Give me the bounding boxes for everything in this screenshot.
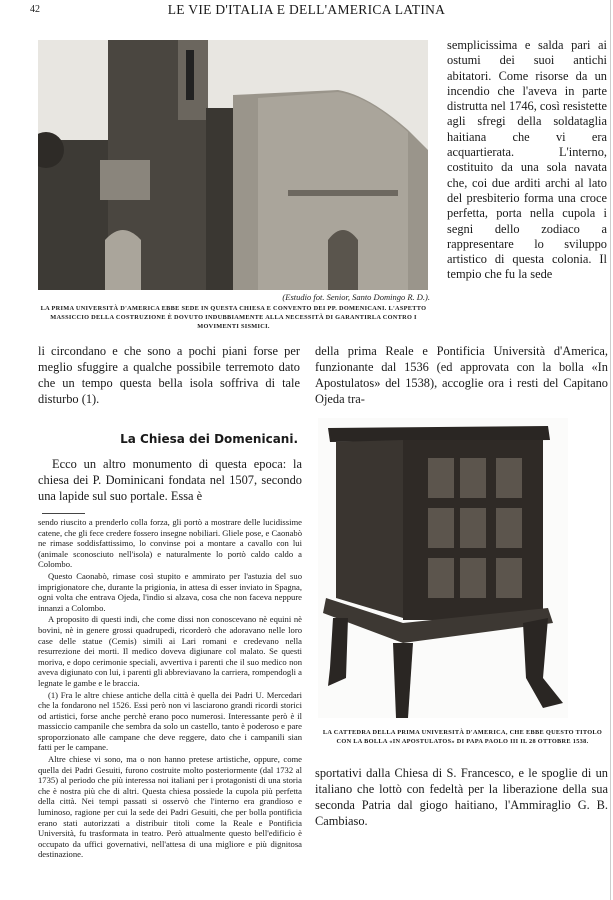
footnote-paragraph: Questo Caonabò, rimase così stupito e ammirato per l'astuzia del suo imprigionatore che, durante la prigionia, in attesa di esser inviato in Spagna, ogni volta che entrava Ojeda, l'indio si alzava, cosa che non faceva neppure innanzi a Colombo. — [38, 570, 302, 613]
cabinet-photo — [318, 418, 568, 718]
footnote-paragraph: Altre chiese vi sono, ma o non hanno pretese artistiche, oppure, come quella dei Padri Gesuiti, furono costruite molto posteriormente (dal 1732 al 1735) al periodo che più interessa noi italiani per i protagonisti di una storia che è nostra più che di altri. Questa chiesa possiede la cupola più perfetta della città. Nei tempi passati si osservò che l'interno era grandioso e luminoso, ragione per cui la sede dei Padri Gesuiti, che per bolla pontificia erano stati autorizzati a distribuir titoli come la Reale e Pontificia Università, fu trasformata in teatro. Però attualmente questo bell'edificio è occupato da uffici governativi, nell'attesa di una migliore e più dignitosa destinazione. — [38, 754, 302, 860]
footnote-paragraph: A proposito di questi indi, che come dissi non conoscevano nè equini nè bovini, nè in genere grossi quadrupedi, ricorderò che adoravano nelle loro case delle statue (Cemis) simili ai Lari romani e credevano nella resurrezione dei morti. Il medico doveva digiunare col malato. Se questi moriva, e dopo cerimonie speciali, avvertiva i parenti che il suo medico non aveva digiunato con lui, i parenti gli abbreviavano la carriera, rompendogli a legnate le gambe e le braccia. — [38, 614, 302, 688]
figure-caption: LA PRIMA UNIVERSITÀ D'AMERICA EBBE SEDE IN QUESTA CHIESA E CONVENTO DEI PP. DOMENICANI. L'ASPETTO MASSICCIO DELLA COSTRUZIONE È DOVUTO INDUBBIAMENTE ALLA NECESSITÀ DI GARANTIRLA CONTRO I MOVIMENTI SISMICI. — [40, 305, 427, 330]
right-column-paragraph — [315, 343, 608, 407]
photo-credit: (Estudio fot. Senior, Santo Domingo R. D.). — [282, 292, 430, 302]
section-heading: La Chiesa dei Domenicani. — [120, 432, 298, 446]
paragraph: Ecco un altro monumento di questa epoca: la chiesa dei P. Dominicani fondata nel 1507, secondo una lapide sul suo portale. Essa è — [38, 457, 302, 503]
page-edge — [610, 0, 611, 900]
footnote-divider — [42, 513, 85, 514]
right-column-text — [447, 38, 607, 283]
paragraph: li circondano e che sono a pochi piani forse per meglio sfuggire a qualche possibile terremoto dato che un tempo questa bella isola soffriva di tale disturbo (1). — [38, 344, 300, 406]
left-column-paragraph — [38, 343, 300, 407]
section-intro — [38, 456, 302, 504]
footnote-paragraph: sendo riuscito a prenderlo colla forza, gli portò a mostrare delle lucidissime catene, che gli fece credere fossero insegne nobiliari. Gliele pose, e Caonabò ne rimase soddisfattissimo, lo convinse poi a montare a cavallo con lui (animale sconosciuto nell'isola) e naturalmente lo portò caldo caldo a Colombo. — [38, 517, 302, 570]
cabinet-illustration — [318, 418, 568, 718]
figure-caption: LA CATTEDRA DELLA PRIMA UNIVERSITÀ D'AMERICA, CHE EBBE QUESTO TITOLO CON LA BOLLA «IN APOSTULATOS» DI PAPA PAOLO III IL 28 OTTOBRE 1538. — [322, 729, 603, 745]
paragraph: sportativi dalla Chiesa di S. Francesco, e le spoglie di un italiano che lottò con fedeltà per la liberazione della sua seconda Patria dal giogo haitiano, l'Ammiraglio G. B. Cambiaso. — [315, 766, 608, 828]
footnotes — [38, 517, 302, 861]
footnote-paragraph: (1) Fra le altre chiese antiche della città è quella dei Padri U. Mercedari che la fondarono nel 1526. Essi però non vi lasciarono grandi ricordi storici od artistici, forse anche perchè erano poco numerosi. Interessante però è il massiccio campanile che sembra da solo un castello, tanto è poderoso e pare sproporzionato alle campane che deve reggere, dato che i campanili sian fatti per le campane. — [38, 689, 302, 753]
church-photo — [38, 40, 428, 290]
paragraph: della prima Reale e Pontificia Università d'America, funzionante dal 1536 (ed approvata con la bolla «In Apostulatos» del 1538), accoglie ora i resti del Capitano Ojeda tra- — [315, 344, 608, 406]
church-illustration — [38, 40, 428, 290]
running-title: LE VIE D'ITALIA E DELL'AMERICA LATINA — [167, 2, 446, 17]
page-number: 42 — [30, 4, 40, 15]
paragraph: semplicissima e salda pari ai ostumi dei suoi antichi abitatori. Come risorse da un incendio che l'aveva in parte distrutta nel 1746, così resistette agli sfregi della soldataglia haitiana che vi era acquartierata. L'interno, costituito da una sola navata che, coi due arditi archi al lato del presbiterio forma una croce perfetta, porta nella cupola i segni dello zodiaco a rappresentare lo sviluppo artistico di questa colonia. Il tempio che fu la sede — [447, 38, 608, 282]
bottom-paragraph — [315, 765, 608, 829]
